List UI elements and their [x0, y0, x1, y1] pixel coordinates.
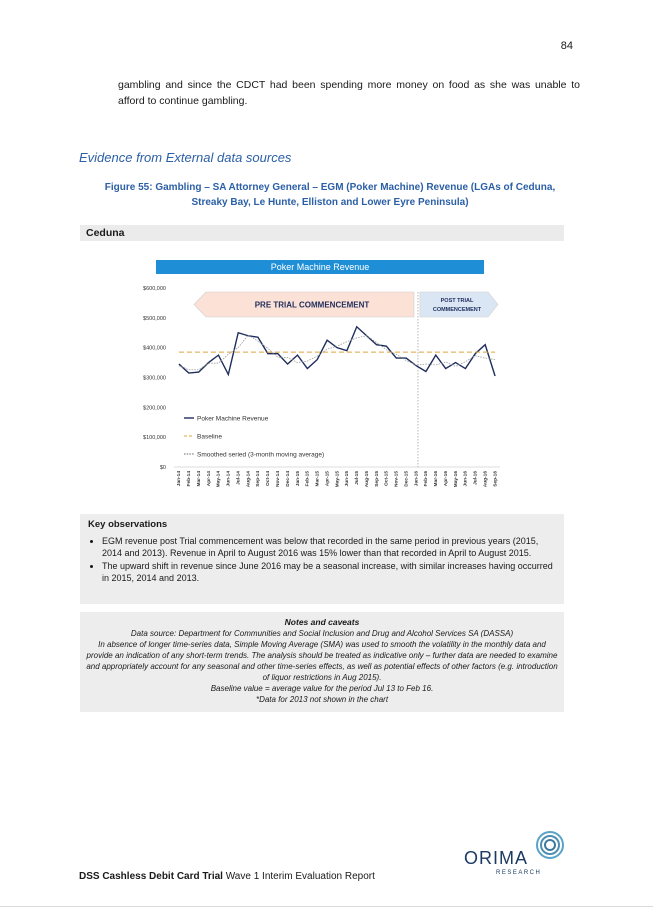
chart-container [130, 255, 510, 505]
x-tick-label: Mar-15 [315, 471, 321, 487]
notes-line: Baseline value = average value for the period Jul 13 to Feb 16. [210, 684, 434, 693]
x-tick-label: Sep-16 [493, 471, 499, 487]
x-tick-label: Mar-14 [196, 471, 202, 487]
x-tick-label: Jun-16 [463, 471, 469, 487]
series-line [179, 327, 495, 376]
bottom-rule [0, 906, 653, 907]
x-tick-label: Jun-15 [345, 471, 351, 487]
x-tick-label: May-14 [216, 471, 222, 488]
x-tick-label: Aug-15 [364, 471, 370, 488]
post-trial-label: POST TRIAL [440, 298, 474, 304]
y-tick-label: $200,000 [143, 405, 166, 412]
footer-subtitle: Wave 1 Interim Evaluation Report [222, 871, 375, 882]
key-observation-item: • EGM revenue post Trial commencement was below that recorded in the same period in previous years (2015, 2014 and 2013). Revenue in April to August 2016 was 15% lower than that recorded in April to August 2015. [102, 535, 556, 559]
notes-box [80, 612, 564, 712]
y-tick-label: $600,000 [143, 286, 166, 292]
x-tick-label: Jul-15 [355, 471, 361, 485]
figure-caption: Figure 55: Gambling – SA Attorney General – EGM (Poker Machine) Revenue (LGAs of Ceduna, Streaky Bay, Le Hunte, Elliston and Lower Eyre Peninsula) [104, 182, 556, 208]
key-observations-box [80, 514, 564, 604]
footer [79, 871, 375, 882]
x-tick-label: Apr-15 [325, 471, 331, 487]
key-observation-item: • The upward shift in revenue since June 2016 may be a seasonal increase, with similar increases having occurred in 2015, 2014 and 2013. [102, 560, 556, 584]
legend-label: Smoothed seried (3-month moving average) [197, 451, 325, 459]
x-tick-label: Feb-15 [305, 471, 311, 487]
notes-title: Notes and caveats [284, 617, 360, 627]
post-trial-banner [420, 292, 498, 317]
x-tick-label: Jul-16 [473, 471, 479, 485]
intro-paragraph: gambling and since the CDCT had been spending more money on food as she was unable to afford to continue gambling. [118, 79, 580, 107]
x-tick-label: Mar-16 [434, 471, 440, 487]
key-observations-title: Key observations [88, 519, 168, 530]
section-heading: Evidence from External data sources [79, 150, 292, 165]
x-tick-label: Apr-14 [206, 471, 212, 487]
y-tick-label: $100,000 [143, 435, 166, 442]
x-tick-label: Nov-14 [275, 471, 281, 487]
notes-line: In absence of longer time-series data, Simple Moving Average (SMA) was used to smooth the volatility in the monthly data and provide an indication of any short-term trends. The analysis should be treated as indicative only – further data are needed to examine and appropriately account for any seasonal and other time-series effects, as well as potential effects of other factors (e.g. introduction of liquor restrictions in Aug 2015). [86, 640, 558, 682]
x-tick-label: Jul-14 [236, 471, 242, 485]
notes-line: Data source: Department for Communities and Social Inclusion and Drug and Alcohol Services SA (DASSA) [130, 629, 514, 638]
x-tick-label: Oct-14 [266, 471, 272, 486]
legend-label: Baseline [197, 433, 222, 441]
page-number: 84 [560, 40, 573, 52]
y-tick-label: $400,000 [143, 345, 166, 352]
logo-subtext: RESEARCH [496, 870, 542, 876]
region-label: Ceduna [80, 225, 564, 241]
logo-text: ORIMA [464, 848, 529, 868]
key-observations-list [88, 535, 556, 584]
poker-machine-revenue-chart [130, 255, 510, 505]
notes-line: *Data for 2013 not shown in the chart [255, 695, 389, 704]
x-tick-label: Aug-16 [483, 471, 489, 488]
x-tick-label: Dec-14 [285, 471, 291, 487]
x-tick-label: Jan-14 [177, 471, 183, 487]
y-tick-label: $500,000 [143, 315, 166, 322]
x-tick-label: Jan-16 [414, 471, 420, 487]
x-tick-label: Sep-15 [374, 471, 380, 487]
post-trial-label: COMMENCEMENT [432, 307, 482, 313]
x-tick-label: Jan-15 [295, 471, 301, 487]
x-tick-label: Nov-15 [394, 471, 400, 487]
x-tick-label: Sep-14 [256, 471, 262, 487]
orima-logo [464, 830, 574, 880]
x-tick-label: Feb-16 [424, 471, 430, 487]
x-tick-label: Aug-14 [246, 471, 252, 488]
x-tick-label: Dec-15 [404, 471, 410, 487]
y-tick-label: $0 [159, 465, 166, 471]
x-tick-label: Jun-14 [226, 471, 232, 487]
footer-title: DSS Cashless Debit Card Trial [79, 871, 223, 882]
x-tick-label: May-16 [453, 471, 459, 488]
x-tick-label: Feb-14 [187, 471, 193, 487]
pre-trial-label: PRE TRIAL COMMENCEMENT [254, 300, 370, 310]
x-tick-label: May-15 [335, 471, 341, 488]
legend-label: Poker Machine Revenue [197, 415, 269, 423]
x-tick-label: Apr-16 [443, 471, 449, 487]
x-tick-label: Oct-15 [384, 471, 390, 486]
chart-title: Poker Machine Revenue [156, 260, 484, 274]
y-tick-label: $300,000 [143, 375, 166, 382]
